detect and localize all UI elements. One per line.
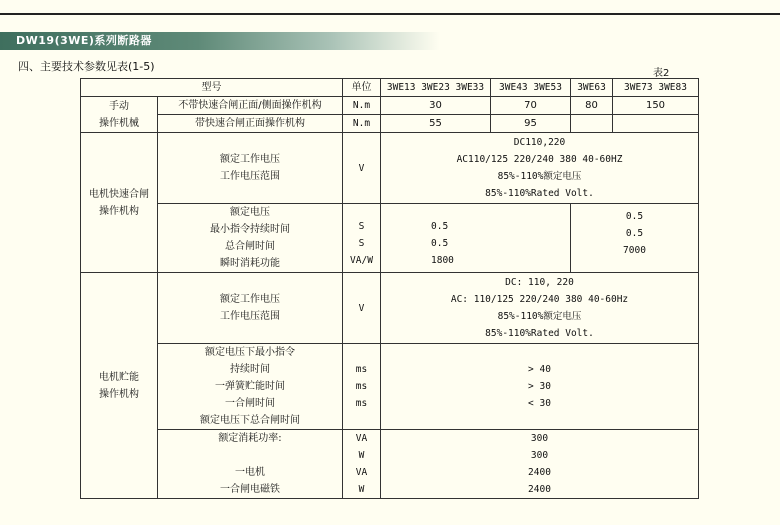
motor-close-values-b-right: 0.5 0.5 7000: [571, 204, 699, 273]
manual-v4-1: 150: [613, 97, 699, 115]
header-unit: 单位: [343, 79, 381, 97]
motor-close-values-a: DC110,220 AC110/125 220/240 380 40-60HZ 85%-110%额定电压 85%-110%Rated Volt.: [381, 133, 699, 204]
manual-v2-1: 70: [491, 97, 571, 115]
motor-store-param-a: 额定工作电压 工作电压范围: [158, 273, 343, 344]
header-model: 型号: [81, 79, 343, 97]
header-row: [81, 79, 699, 97]
manual-row-1: [81, 97, 699, 115]
section-title: 四、主要技术参数见表(1-5): [18, 60, 155, 73]
manual-v1-1: 30: [381, 97, 491, 115]
motor-store-row-b: [81, 344, 699, 430]
motor-store-param-b: 额定电压下最小指令 持续时间 一弹簧贮能时间 一合闸时间 额定电压下总合闸时间: [158, 344, 343, 430]
manual-v3-2: [571, 115, 613, 133]
manual-v4-2: [613, 115, 699, 133]
motor-close-group: 电机快速合闸 操作机构: [81, 133, 158, 273]
motor-close-unit-b: S S VA/W: [343, 204, 381, 273]
spec-table: [80, 78, 699, 499]
manual-param-1: 不带快速合闸正面/侧面操作机构: [158, 97, 343, 115]
motor-store-unit-c: VA W VA W: [343, 430, 381, 499]
header-col3: 3WE63: [571, 79, 613, 97]
manual-v3-1: 80: [571, 97, 613, 115]
table-label: 表2: [653, 68, 670, 79]
manual-param-2: 带快速合闸正面操作机构: [158, 115, 343, 133]
header-col2: 3WE43 3WE53: [491, 79, 571, 97]
motor-store-unit-a: V: [343, 273, 381, 344]
motor-store-group: 电机贮能 操作机构: [81, 273, 158, 499]
motor-close-param-a: 额定工作电压 工作电压范围: [158, 133, 343, 204]
header-col1: 3WE13 3WE23 3WE33: [381, 79, 491, 97]
manual-group: 手动 操作机械: [81, 97, 158, 133]
top-rule: [0, 13, 780, 15]
motor-store-row-a: [81, 273, 699, 344]
motor-store-values-c: 300 300 2400 2400: [381, 430, 699, 499]
manual-unit-2: N.m: [343, 115, 381, 133]
header-col4: 3WE73 3WE83: [613, 79, 699, 97]
motor-store-values-a: DC: 110, 220 AC: 110/125 220/240 380 40-60Hz 85%-110%额定电压 85%-110%Rated Volt.: [381, 273, 699, 344]
motor-store-param-c: 额定消耗功率: 一电机 一合闸电磁铁: [158, 430, 343, 499]
motor-store-values-b: > 40 > 30 < 30: [381, 344, 699, 430]
manual-row-2: [81, 115, 699, 133]
motor-close-param-b: 额定电压 最小指令持续时间 总合闸时间 瞬时消耗功能: [158, 204, 343, 273]
motor-close-row-b: [81, 204, 699, 273]
series-banner: DW19(3WE)系列断路器: [0, 32, 440, 50]
manual-v1-2: 55: [381, 115, 491, 133]
manual-v2-2: 95: [491, 115, 571, 133]
motor-close-unit-a: V: [343, 133, 381, 204]
motor-store-unit-b: ms ms ms: [343, 344, 381, 430]
motor-store-row-c: [81, 430, 699, 499]
motor-close-values-b-left: 0.5 0.5 1800: [381, 204, 571, 273]
manual-unit-1: N.m: [343, 97, 381, 115]
motor-close-row-a: [81, 133, 699, 204]
